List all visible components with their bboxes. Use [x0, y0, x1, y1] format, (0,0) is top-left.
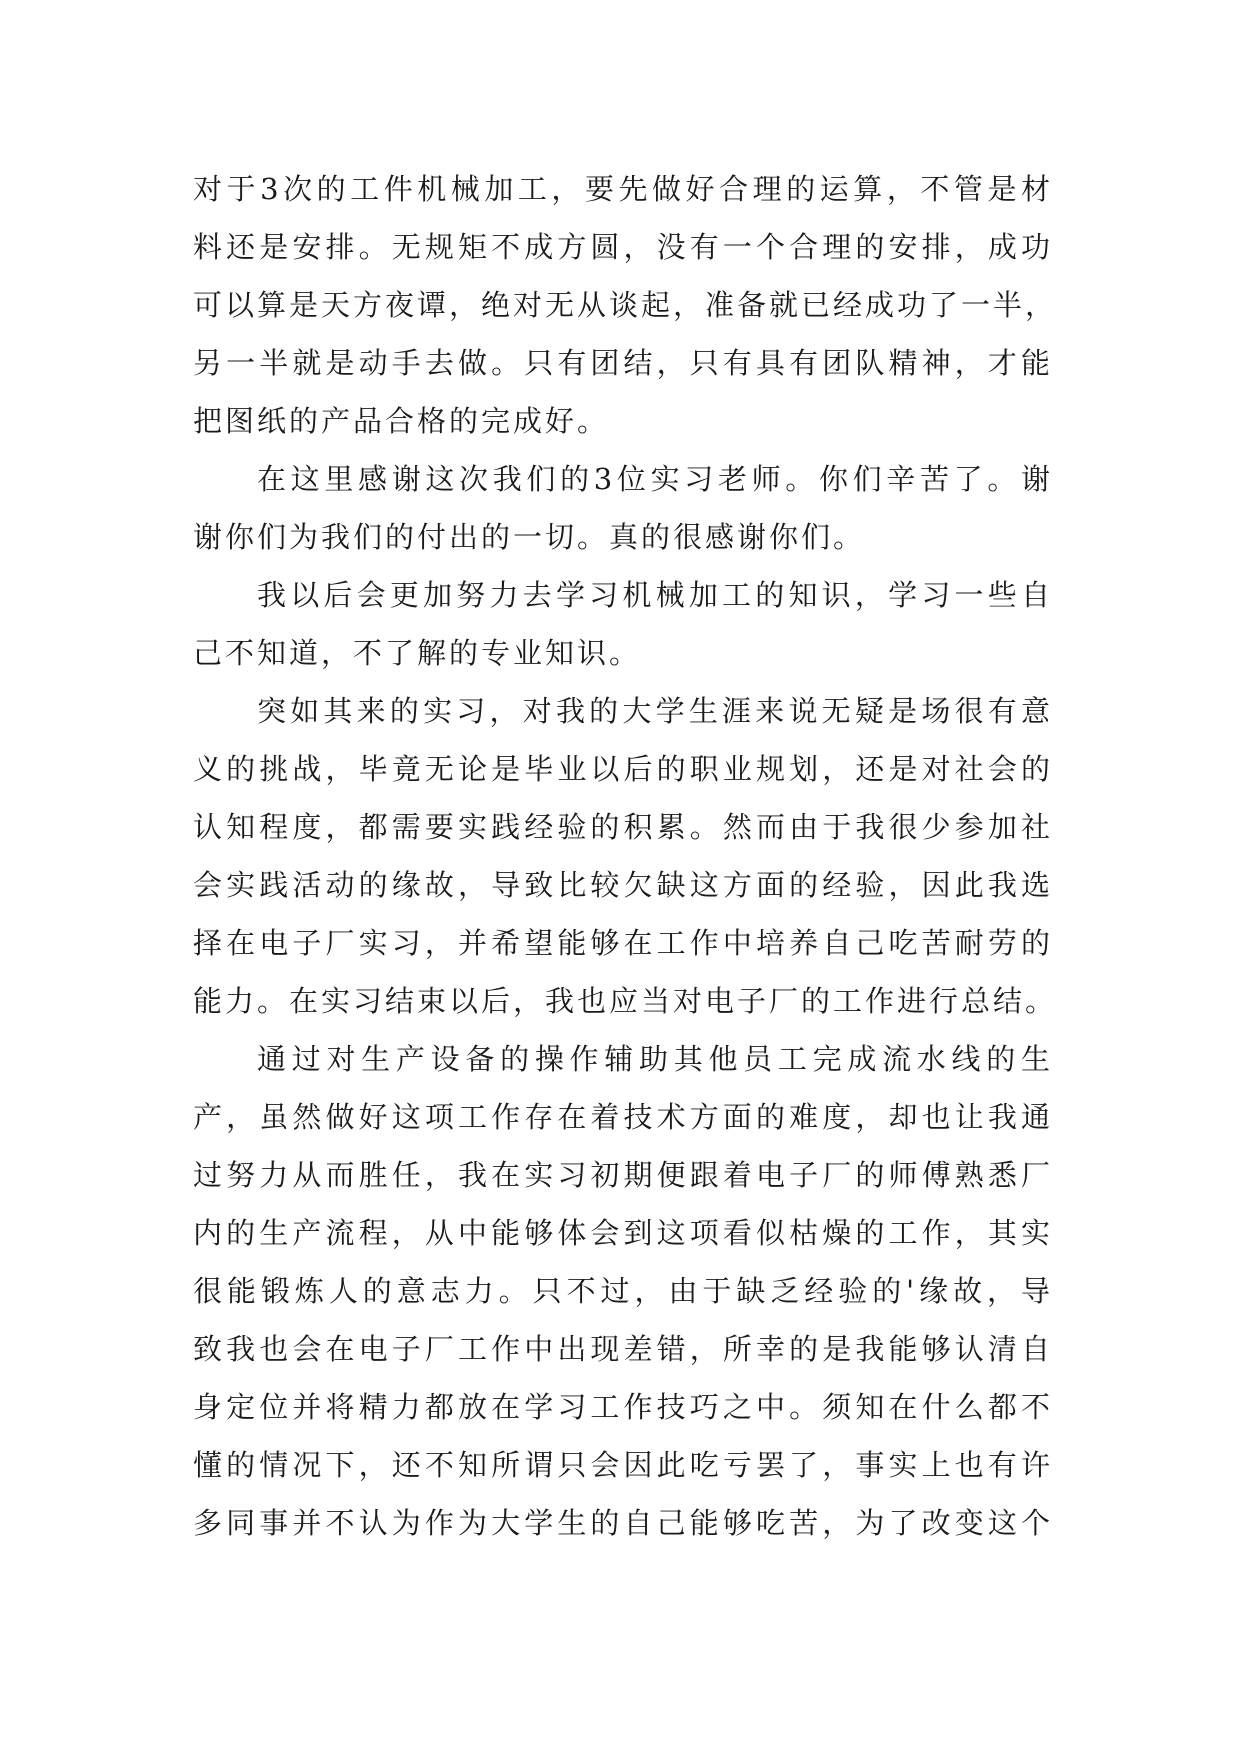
text-line: 会实践活动的缘故，导致比较欠缺这方面的经验，因此我选 [193, 868, 1053, 902]
text-line: 对于3次的工件机械加工，要先做好合理的运算，不管是材 [193, 172, 1053, 206]
text-line: 懂的情况下，还不知所谓只会因此吃亏罢了，事实上也有许 [193, 1448, 1053, 1482]
text-line: 能力。在实习结束以后，我也应当对电子厂的工作进行总结。 [193, 984, 1058, 1018]
text-line: 义的挑战，毕竟无论是毕业以后的职业规划，还是对社会的 [193, 752, 1053, 786]
body-text [193, 160, 1058, 1552]
text-line: 料还是安排。无规矩不成方圆，没有一个合理的安排，成功 [193, 230, 1053, 264]
text-line: 过努力从而胜任，我在实习初期便跟着电子厂的师傅熟悉厂 [193, 1158, 1053, 1192]
text-line: 致我也会在电子厂工作中出现差错，所幸的是我能够认清自 [193, 1332, 1053, 1366]
text-line: 很能锻炼人的意志力。只不过，由于缺乏经验的'缘故，导 [193, 1274, 1053, 1308]
text-line: 另一半就是动手去做。只有团结，只有具有团队精神，才能 [193, 346, 1053, 380]
paragraph-first-line: 通过对生产设备的操作辅助其他员工完成流水线的生 [257, 1042, 1053, 1076]
text-line: 身定位并将精力都放在学习工作技巧之中。须知在什么都不 [193, 1390, 1053, 1424]
paragraph-first-line: 在这里感谢这次我们的3位实习老师。你们辛苦了。谢 [257, 462, 1053, 496]
text-line: 认知程度，都需要实践经验的积累。然而由于我很少参加社 [193, 810, 1053, 844]
text-line: 己不知道，不了解的专业知识。 [193, 636, 642, 670]
text-line: 可以算是天方夜谭，绝对无从谈起，准备就已经成功了一半， [193, 288, 1058, 322]
paragraph-first-line: 我以后会更加努力去学习机械加工的知识，学习一些自 [257, 578, 1053, 612]
paragraph-first-line: 突如其来的实习，对我的大学生涯来说无疑是场很有意 [257, 694, 1053, 728]
text-line: 择在电子厂实习，并希望能够在工作中培养自己吃苦耐劳的 [193, 926, 1053, 960]
text-line: 内的生产流程，从中能够体会到这项看似枯燥的工作，其实 [193, 1216, 1053, 1250]
text-line: 把图纸的产品合格的完成好。 [193, 404, 610, 438]
text-line: 产，虽然做好这项工作存在着技术方面的难度，却也让我通 [193, 1100, 1053, 1134]
text-line: 谢你们为我们的付出的一切。真的很感谢你们。 [193, 520, 866, 554]
text-line: 多同事并不认为作为大学生的自己能够吃苦，为了改变这个 [193, 1506, 1053, 1540]
